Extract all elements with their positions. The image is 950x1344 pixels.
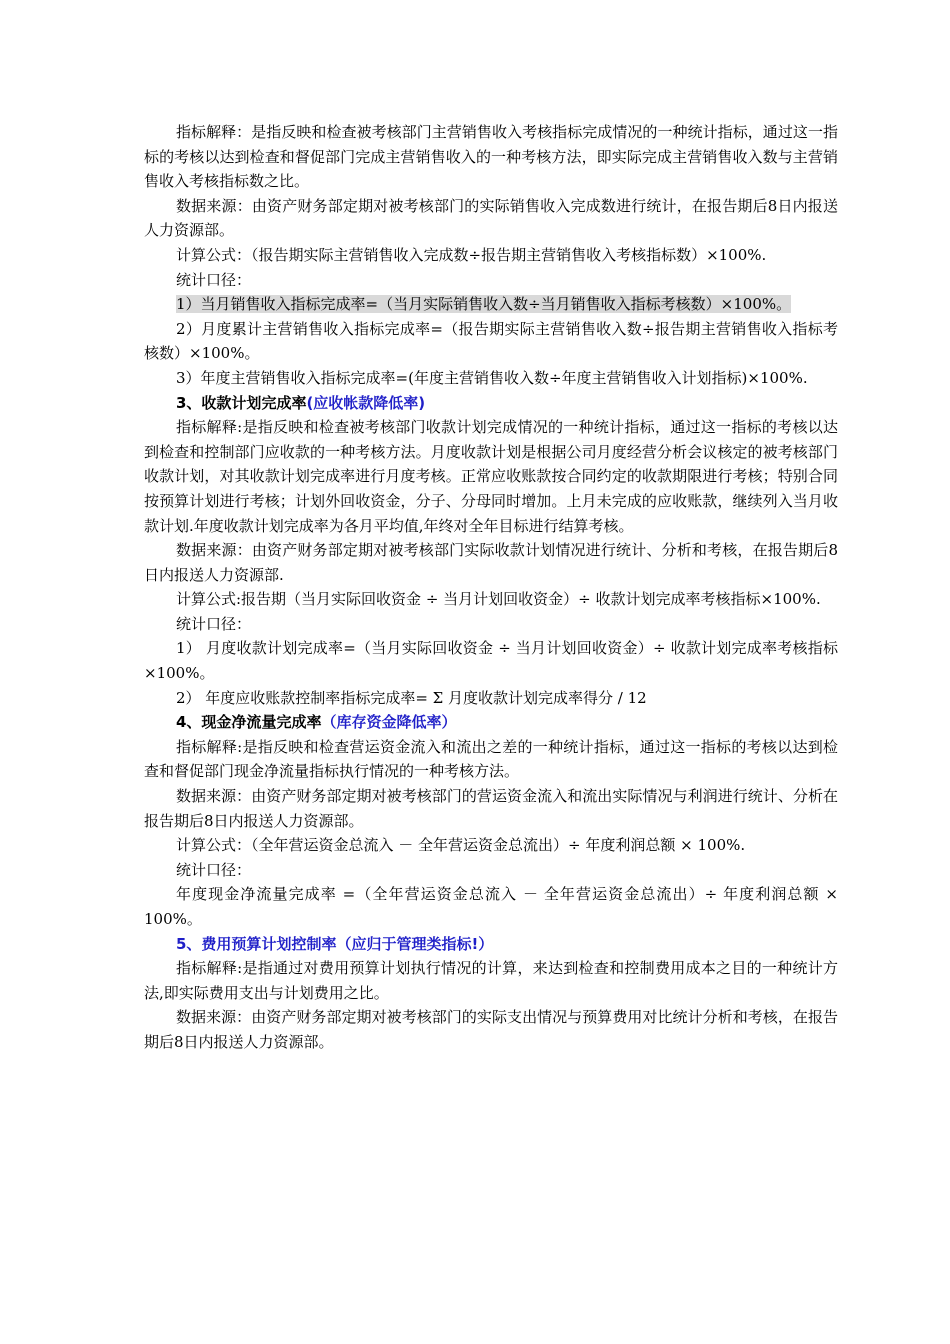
section-heading [144, 391, 838, 416]
paragraph [144, 735, 838, 784]
paragraph-text: 数据来源：由资产财务部定期对被考核部门的实际支出情况与预算费用对比统计分析和考核，在报告期后8日内报送人力资源部。 [144, 1008, 838, 1051]
paragraph-text: 数据来源：由资产财务部定期对被考核部门的营运资金流入和流出实际情况与利润进行统计、分析在报告期后8日内报送人力资源部。 [144, 787, 838, 830]
paragraph [144, 587, 838, 612]
paragraph-text: 数据来源：由资产财务部定期对被考核部门的实际销售收入完成数进行统计，在报告期后8日内报送人力资源部。 [144, 196, 838, 240]
paragraph [144, 292, 838, 317]
paragraph-text: 统计口径： [176, 860, 252, 879]
paragraph [144, 882, 838, 931]
paragraph [144, 268, 838, 293]
paragraph-text: 指标解释:是指通过对费用预算计划执行情况的计算，来达到检查和控制费用成本之目的一种统计方法,即实际费用支出与计划费用之比。 [144, 959, 838, 1002]
paragraph [144, 415, 838, 538]
paragraph [144, 686, 838, 711]
paragraph-text: 计算公式：（全年营运资金总流入 － 全年营运资金总流出）÷ 年度利润总额 × 100%. [176, 836, 746, 855]
paragraph [144, 120, 838, 194]
paragraph [144, 833, 838, 858]
section-heading [144, 932, 838, 957]
paragraph [144, 784, 838, 833]
paragraph-text: 统计口径： [176, 614, 252, 633]
paragraph-text: 数据来源：由资产财务部定期对被考核部门实际收款计划情况进行统计、分析和考核，在报告期后8日内报送人力资源部. [144, 541, 838, 584]
paragraph-text: 3）年度主营销售收入指标完成率=(年度主营销售收入数÷年度主营销售收入计划指标)×100%. [176, 368, 808, 387]
paragraph-text: 1）当月销售收入指标完成率=（当月实际销售收入数÷当月销售收入指标考核数）×100%。 [176, 295, 792, 314]
paragraph [144, 243, 838, 268]
paragraph-text: 2） 年度应收账款控制率指标完成率= Σ 月度收款计划完成率得分 / 12 [176, 688, 647, 707]
section-heading [144, 710, 838, 735]
paragraph [144, 538, 838, 587]
paragraph-text: 指标解释:是指反映和检查营运资金流入和流出之差的一种统计指标，通过这一指标的考核以达到检查和督促部门现金净流量指标执行情况的一种考核方法。 [144, 737, 838, 781]
heading-title: 3、收款计划完成率 [176, 393, 307, 412]
heading-title: 5、费用预算计划控制率（应归于管理类指标!） [176, 934, 494, 953]
paragraph [144, 956, 838, 1005]
paragraph-text: 计算公式：（报告期实际主营销售收入完成数÷报告期主营销售收入考核指标数）×100%. [176, 245, 767, 264]
paragraph [144, 194, 838, 243]
heading-note: （库存资金降低率） [321, 713, 457, 732]
paragraph [144, 612, 838, 637]
paragraph-text: 计算公式:报告期（当月实际回收资金 ÷ 当月计划回收资金）÷ 收款计划完成率考核指标×100%. [176, 590, 821, 609]
paragraph-text: 指标解释:是指反映和检查被考核部门收款计划完成情况的一种统计指标，通过这一指标的考核以达到检查和控制部门应收款的一种考核方法。月度收款计划是根据公司月度经营分析会议核定的被考核部门收款计划，对其收款计划完成率进行月度考核。正常应收账款按合同约定的收款期限进行考核；特别合同按预算计划进行考核；计划外回收资金，分子、分母同时增加。上月未完成的应收账款，继续列入当月收款计划.年度收款计划完成率为各月平均值,年终对全年目标进行结算考核。 [144, 418, 838, 535]
heading-title: 4、现金净流量完成率 [176, 713, 322, 732]
paragraph [144, 1005, 838, 1054]
paragraph [144, 317, 838, 366]
paragraph-text: 2）月度累计主营销售收入指标完成率=（报告期实际主营销售收入数÷报告期主营销售收入指标考核数）×100%。 [144, 319, 838, 363]
document-body [144, 120, 838, 1055]
paragraph-text: 年度现金净流量完成率 =（全年营运资金总流入 － 全年营运资金总流出）÷ 年度利润总额 × 100%。 [144, 885, 838, 928]
paragraph-text: 1） 月度收款计划完成率=（当月实际回收资金 ÷ 当月计划回收资金）÷ 收款计划完成率考核指标×100%。 [144, 639, 838, 683]
heading-note: (应收帐款降低率) [306, 393, 426, 412]
paragraph [144, 636, 838, 685]
paragraph-text: 统计口径： [176, 270, 252, 289]
paragraph [144, 858, 838, 883]
paragraph-text: 指标解释：是指反映和检查被考核部门主营销售收入考核指标完成情况的一种统计指标，通过这一指标的考核以达到检查和督促部门完成主营销售收入的一种考核方法，即实际完成主营销售收入数与主营销售收入考核指标数之比。 [144, 123, 838, 191]
paragraph [144, 366, 838, 391]
